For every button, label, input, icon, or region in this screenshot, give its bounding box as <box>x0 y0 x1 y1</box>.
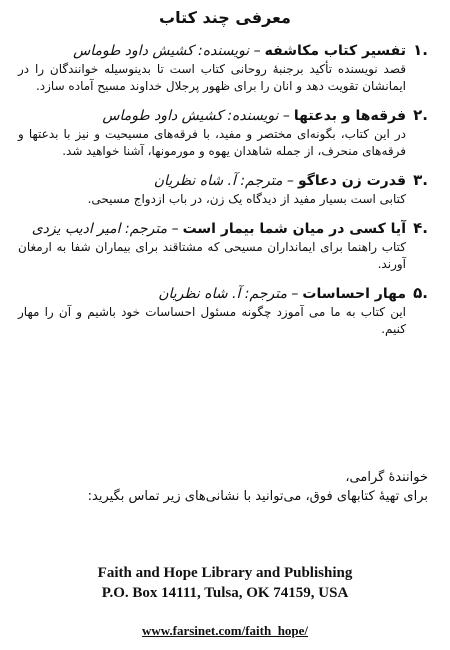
book-number: .۲ <box>413 106 428 124</box>
greeting-instruction: برای تهیهٔ کتابهای فوق، می‌توانید با نشانی‌های زیر تماس بگیرید: <box>87 489 428 504</box>
book-heading <box>18 218 428 239</box>
book-author: – نویسنده: کشیش داود طوماس <box>73 43 261 59</box>
book-number: .۳ <box>413 171 428 189</box>
book-translator: – مترجم: آ. شاه نظریان <box>158 286 299 302</box>
book-number: .۱ <box>413 41 428 59</box>
book-title: فرقه‌ها و بدعتها <box>293 108 406 124</box>
book-item-4 <box>18 218 428 273</box>
book-heading <box>18 283 428 304</box>
book-title: آیا کسی در میان شما بیمار است <box>182 221 406 237</box>
publisher-name: Faith and Hope Library and Publishing <box>97 565 353 581</box>
book-description: این کتاب به ما می آموزد چگونه مسئول احساسات خود باشیم و آن را مهار کنیم. <box>18 305 406 336</box>
book-list <box>18 40 428 348</box>
book-item-3 <box>18 170 428 208</box>
book-title: مهار احساسات <box>302 286 406 302</box>
book-description: کتابی است بسیار مفید از دیدگاه یک زن، در باب ازدواج مسیحی. <box>87 192 406 206</box>
book-title: تفسیر کتاب مکاشفه <box>264 43 406 59</box>
reader-greeting <box>18 468 428 506</box>
book-item-1 <box>18 40 428 95</box>
book-author: – نویسنده: کشیش داود طوماس <box>102 108 290 124</box>
book-description: کتاب راهنما برای ایمانداران مسیحی که مشتاقند برای بیماران شفا به ارمغان آورند. <box>18 240 406 271</box>
book-heading <box>18 40 428 61</box>
book-item-5 <box>18 283 428 338</box>
publisher-address: P.O. Box 14111, Tulsa, OK 74159, USA <box>101 585 349 601</box>
book-translator: – مترجم: آ. شاه نظریان <box>153 173 294 189</box>
book-heading <box>18 170 428 191</box>
book-title: قدرت زن دعاگو <box>297 173 406 189</box>
book-number: .۴ <box>413 219 428 237</box>
book-heading <box>18 105 428 126</box>
book-item-2 <box>18 105 428 160</box>
book-translator: – مترجم: امیر ادیب یزدی <box>31 221 179 237</box>
publisher-footer <box>0 563 450 639</box>
page-title: معرفی چند کتاب <box>159 8 291 27</box>
book-description: در این کتاب، بگونه‌ای مختصر و مفید، با فرقه‌های مسیحیت و نیز با بدعتها و فرقه‌های منحرف، از جمله شاهدان یهوه و مورمونها، آشنا خواهید شد. <box>18 127 406 158</box>
greeting-salutation: خوانندهٔ گرامی، <box>345 470 428 485</box>
book-description: قصد نویسنده تأکید برجنبهٔ روحانی کتاب است تا بدینوسیله خوانندگان را در ایمانشان تقویت دهد و انان را برای ظهور پرجلال خداوند مسیح آماده سازد. <box>18 62 406 93</box>
book-number: .۵ <box>413 284 428 302</box>
publisher-url-link[interactable]: www.farsinet.com/faith_hope/ <box>141 623 309 638</box>
